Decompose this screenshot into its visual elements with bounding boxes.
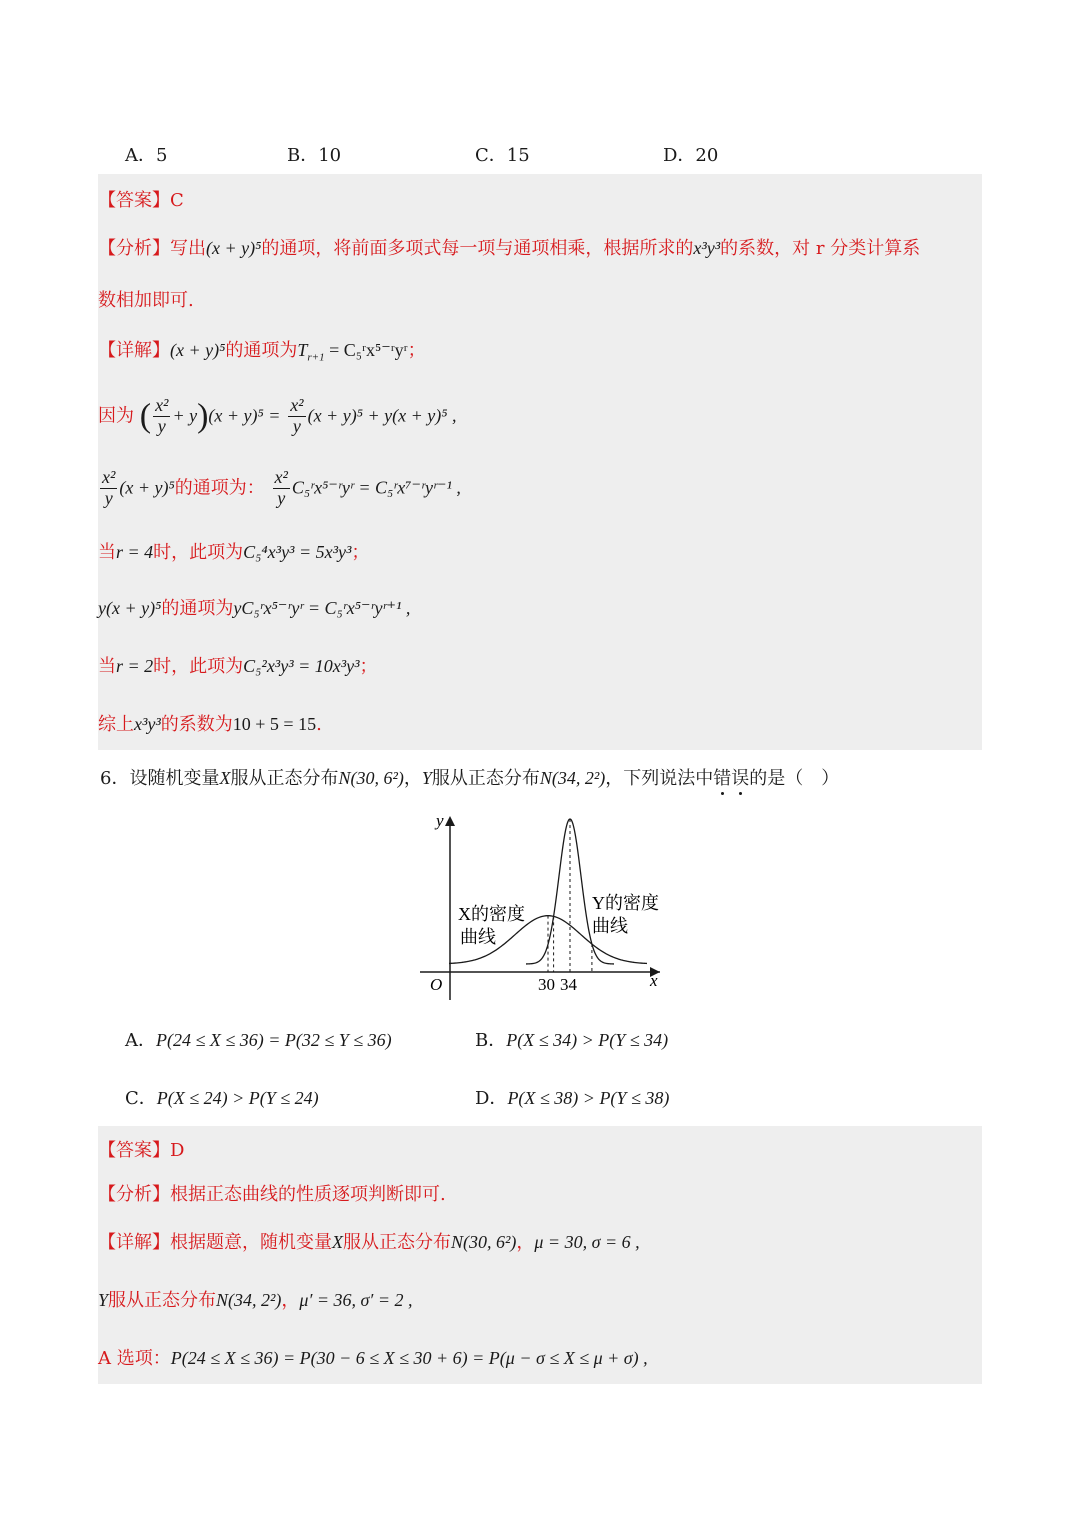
case-r2-prefix: 当 <box>98 656 116 677</box>
y-axis-arrow <box>445 816 455 826</box>
answer-6: 【答案】D <box>98 1140 185 1161</box>
y-axis-label: y <box>436 811 444 830</box>
q6-text1: 服从正态分布 <box>230 768 339 789</box>
answer-5: 【答案】C <box>98 190 184 211</box>
fraction-denominator: y <box>157 415 166 436</box>
y-curve-label-line2: 曲线 <box>592 916 628 936</box>
case-r4 <box>98 538 369 564</box>
case-r4-cond: r = 4 <box>116 542 154 562</box>
detail-5-formula-t: T <box>297 340 308 360</box>
case-r4-formula: C₅⁴x³y³ = 5x³y³ <box>243 542 352 562</box>
detail-5-line3 <box>98 468 461 509</box>
line6-formula: yC₅ʳx⁵⁻ʳyʳ = C₅ʳx⁵⁻ʳyʳ⁺¹ , <box>233 598 411 618</box>
analysis-6: 【分析】根据正态曲线的性质逐项判断即可. <box>98 1184 446 1205</box>
tick-34: 34 <box>560 975 577 994</box>
fraction-x2-over-y-3 <box>100 468 117 509</box>
q6-comma: ， <box>403 768 422 789</box>
detail-6-line2-var: Y <box>98 1290 109 1310</box>
detail-6-label: 【详解】 <box>98 1232 170 1253</box>
detail-5-formula-rest: = C₅ʳx⁵⁻ʳyʳ <box>324 340 408 360</box>
analysis-5-mid: 的通项，将前面多项式每一项与通项相乘，根据所求的 <box>261 238 694 259</box>
solution-panel-6 <box>98 1126 982 1384</box>
case-r4-text: 时，此项为 <box>153 542 244 563</box>
tick-30: 30 <box>538 975 555 994</box>
expansion-left: (x + y)⁵ = <box>208 405 281 426</box>
fraction-denominator-3: y <box>104 487 113 508</box>
summary-5 <box>98 710 322 736</box>
case-r4-end: ； <box>351 542 370 563</box>
q6-dist-x: N(30, 6²) <box>338 768 404 788</box>
question-6-stem <box>100 764 839 790</box>
q6-emphasis-1: 错 <box>713 768 732 789</box>
right-paren: ) <box>197 397 209 435</box>
detail-6-line3-label: A 选项： <box>98 1348 171 1369</box>
x-curve-label-line1: X的密度 <box>458 904 525 924</box>
fraction-numerator: x² <box>155 395 169 415</box>
detail-6-dist: N(30, 6²) <box>451 1232 517 1252</box>
q6-number: 6．设随机变量 <box>100 768 220 789</box>
q6-text2: 服从正态分布 <box>431 768 540 789</box>
detail-6-line2-dist: N(34, 2²) <box>216 1290 282 1310</box>
q6-option-d-text: P(X ≤ 38) > P(Y ≤ 38) <box>507 1088 670 1108</box>
detail-5-line1 <box>98 336 426 364</box>
prev-option-a: A．5 <box>125 145 168 166</box>
left-paren: ( <box>139 397 152 435</box>
analysis-5-tail: 的系数，对 r 分类计算系 <box>720 238 921 259</box>
prev-option-b: B．10 <box>287 145 342 166</box>
because-label: 因为 <box>98 405 134 427</box>
case-r4-prefix: 当 <box>98 542 116 563</box>
fraction-x2-over-y <box>153 396 170 437</box>
q6-option-a-text: P(24 ≤ X ≤ 36) = P(32 ≤ Y ≤ 36) <box>156 1030 392 1050</box>
case-r2-end: ； <box>359 656 378 677</box>
detail-6-line2 <box>98 1286 413 1312</box>
q6-option-a <box>125 1026 392 1052</box>
prev-option-c: C．15 <box>475 145 530 166</box>
detail-5-formula-sub: r+1 <box>307 351 325 364</box>
analysis-5-expr: (x + y)⁵ <box>206 238 262 258</box>
analysis-5-line2: 数相加即可. <box>98 290 194 311</box>
fraction-numerator-3: x² <box>102 467 116 487</box>
solution-panel-5 <box>98 174 982 750</box>
line6-expr: y(x + y)⁵ <box>98 598 162 618</box>
case-r2-cond: r = 2 <box>116 656 154 676</box>
q6-emphasis-2: 误 <box>731 768 750 789</box>
detail-6-params: μ = 30, σ = 6 , <box>534 1232 640 1252</box>
q6-option-d-label: D． <box>475 1088 508 1109</box>
q6-option-c <box>125 1084 319 1110</box>
detail-5-end: ； <box>407 340 426 361</box>
plus-y: + y <box>172 405 198 426</box>
line4-text: 的通项为： <box>174 477 265 499</box>
q6-option-b <box>475 1026 668 1052</box>
detail-6-line2-sep: ， <box>281 1290 300 1311</box>
origin-label: O <box>430 975 443 994</box>
q6-option-a-label: A． <box>125 1030 156 1051</box>
detail-6-text1: 根据题意，随机变量 <box>170 1232 332 1253</box>
prev-option-d: D．20 <box>663 145 719 166</box>
detail-6-line2-text: 服从正态分布 <box>108 1290 217 1311</box>
line6-text: 的通项为 <box>161 598 234 619</box>
case-r2-formula: C₅²x³y³ = 10x³y³ <box>243 656 360 676</box>
detail-5-expr: (x + y)⁵ <box>170 340 226 360</box>
fraction-denominator-4: y <box>277 487 286 508</box>
detail-5-label: 【详解】 <box>98 340 170 361</box>
line4-expr: (x + y)⁵ <box>119 477 175 498</box>
detail-6-sep: ， <box>516 1232 535 1253</box>
detail-5-text: 的通项为 <box>225 340 298 361</box>
summary-prefix: 综上 <box>98 714 134 735</box>
q6-dist-y: N(34, 2²) <box>539 768 606 788</box>
q6-text3: ，下列说法中 <box>605 768 714 789</box>
detail-6-line1 <box>98 1228 640 1254</box>
q6-var-x: X <box>219 768 231 788</box>
fraction-denominator-2: y <box>292 415 301 436</box>
detail-6-line2-params: μ′ = 36, σ′ = 2 , <box>299 1290 413 1310</box>
q6-option-b-label: B． <box>475 1030 507 1051</box>
fraction-numerator-2: x² <box>290 395 304 415</box>
detail-5-line2 <box>98 396 456 437</box>
case-r2 <box>98 652 378 678</box>
q6-option-b-text: P(X ≤ 34) > P(Y ≤ 34) <box>506 1030 669 1050</box>
detail-6-line3 <box>98 1344 648 1370</box>
q6-option-c-label: C． <box>125 1088 157 1109</box>
density-curve-figure <box>410 808 670 1008</box>
detail-5-line6 <box>98 594 410 620</box>
q6-option-c-text: P(X ≤ 24) > P(Y ≤ 24) <box>156 1088 319 1108</box>
analysis-5-term: x³y³ <box>693 238 721 258</box>
line4-formula: C₅ʳx⁵⁻ʳyʳ = C₅ʳx⁷⁻ʳyʳ⁻¹ , <box>291 477 461 498</box>
q6-option-d <box>475 1084 669 1110</box>
summary-term: x³y³ <box>134 714 161 734</box>
analysis-5-prefix: 【分析】写出 <box>98 238 206 259</box>
detail-6-line3-formula: P(24 ≤ X ≤ 36) = P(30 − 6 ≤ X ≤ 30 + 6) = P(μ − σ ≤ X ≤ μ + σ) , <box>170 1348 648 1368</box>
expansion-right: (x + y)⁵ + y(x + y)⁵ , <box>307 405 457 426</box>
q6-text4: 的是（ ） <box>749 768 840 789</box>
x-axis-label: x <box>650 971 658 990</box>
fraction-numerator-4: x² <box>274 467 288 487</box>
y-curve-label-line1: Y的密度 <box>592 893 659 913</box>
summary-text: 的系数为 <box>160 714 233 735</box>
fraction-x2-over-y-2 <box>288 396 305 437</box>
fraction-x2-over-y-4 <box>273 468 290 509</box>
summary-formula: 10 + 5 = 15 <box>232 714 317 734</box>
analysis-5 <box>98 234 920 260</box>
x-curve-label-line2: 曲线 <box>460 927 496 947</box>
detail-6-var: X <box>332 1232 343 1252</box>
detail-6-text2: 服从正态分布 <box>343 1232 451 1253</box>
summary-end: . <box>316 714 322 735</box>
q6-var-y: Y <box>421 768 432 788</box>
case-r2-text: 时，此项为 <box>153 656 244 677</box>
